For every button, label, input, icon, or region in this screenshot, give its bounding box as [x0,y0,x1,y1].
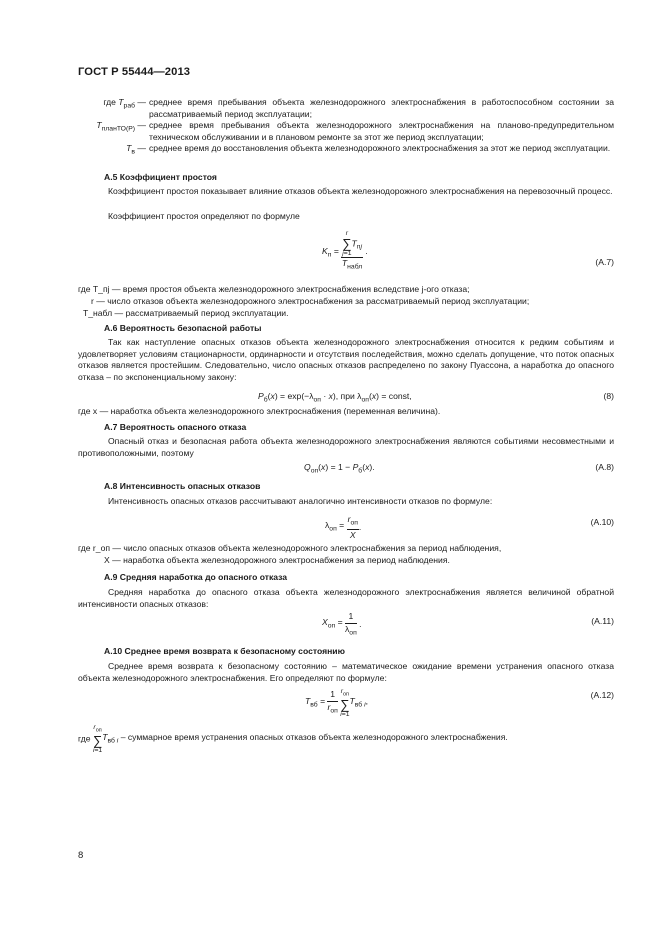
formula-a7: $K_п$ = r ∑ j=1 $T_{пj}$ $T_{набл}$ . [322,230,368,273]
definition-dash: — [137,120,146,130]
section-heading-a8: А.8 Интенсивность опасных отказов [104,481,261,491]
paragraph: Среднее время возврата к безопасному состоянию – математическое ожидание времени устранения опасного отказа объекта железнодорожного электроснабжения. Его определяют по формуле: [78,661,614,683]
equation-number: (А.12) [590,690,614,700]
definitions-block-1 [78,97,614,158]
definition-term-sub: планТО(Р) [101,125,136,133]
formula-a11: $X_{оп}$ = $\frac{1}{\lambda_{оп}}$ . [322,611,362,637]
definition-dash: — [137,143,146,153]
paragraph: Средняя наработка до опасного отказа объекта железнодорожного электроснабжения является величиной обратной интенсивности опасных отказов: [78,587,614,609]
equation-number: (А.10) [590,517,614,527]
formula-a8: $Q_{оп}(x) = 1 - P_б(x)$. [304,462,375,475]
section-heading-a5: А.5 Коэффициент простоя [104,172,217,182]
equation-number: (8) [603,391,614,401]
paragraph: Так как наступление опасных отказов объекта железнодорожного электроснабжения относится к редким событиям и удовлетворяет условиям стационарности, ординарности и отсутствия последействия, можно сделать допущение, что поток опасных отказов является простейшим. Следовательно, число опасных отказов распределено по закону Пуассона, а наработка до опасного отказа – по экспоненциальному закону: [78,337,614,382]
equation-number: (А.11) [591,616,614,626]
definition-line: r — число отказов объекта железнодорожного электроснабжения за рассматриваемый период эксплуатации; [91,296,530,306]
definition-text: среднее время пребывания объекта железнодорожного электроснабжения на планово-предупредительном техническом обслуживании и в плановом ремонте за этот же период эксплуатации; [149,120,614,142]
definition-line: где T_пj — время простоя объекта железнодорожного электроснабжения вследствие j-ого отказа; [78,284,470,294]
equation-number: (А.7) [595,257,614,267]
definition-term: T [118,97,124,107]
paragraph: Коэффициент простоя определяют по формуле [108,211,300,221]
section-heading-a6: А.6 Вероятность безопасной работы [104,323,262,333]
definition-prefix: где [103,97,119,107]
section-heading-a7: А.7 Вероятность опасного отказа [104,422,247,432]
definition-dash: — [137,97,146,107]
page-number: 8 [78,850,84,861]
definition-line: где $r_{оп}$ ∑ i=1 $T_{вб i}$ – суммарное время устранения опасных отказов объекта железнодорожного электроснабжения. [78,724,508,755]
definition-term: T [96,120,102,130]
definition-line: X — наработка объекта железнодорожного электроснабжения за период наблюдения. [104,555,450,565]
section-heading-a10: А.10 Среднее время возврата к безопасному состоянию [104,646,345,656]
formula-fraction: r ∑ j=1 $T_{пj}$ $T_{набл}$ [341,230,363,271]
definition-item [78,120,614,143]
definition-text: среднее время до восстановления объекта железнодорожного электроснабжения за этот же период эксплуатации. [149,143,611,153]
paragraph: Коэффициент простоя показывает влияние отказов объекта железнодорожного электроснабжения на перевозочный процесс. [108,186,613,196]
definition-line: где x — наработка объекта железнодорожного электроснабжения (переменная величина). [78,406,441,416]
definition-line: где r_оп — число опасных отказов объекта железнодорожного электроснабжения за период наблюдения, [78,543,502,553]
section-heading-a9: А.9 Средняя наработка до опасного отказа [104,572,288,582]
definition-term: T [126,143,132,153]
document-header: ГОСТ Р 55444—2013 [78,66,191,78]
definition-text: среднее время пребывания объекта железнодорожного электроснабжения в работоспособном состоянии за рассматриваемый период эксплуатации; [149,97,614,119]
definition-item [78,97,614,120]
formula-a10: $\lambda_{оп}$ = $\frac{r_{оп}}{X}$ . [325,514,362,541]
formula-8: $P_б(x) = \exp(-\lambda_{оп} \cdot x)$, при $\lambda_{оп}(x)$ = const, [258,391,412,404]
equation-number: (А.8) [595,462,614,472]
definition-text: – суммарное время устранения опасных отказов объекта железнодорожного электроснабжения. [120,731,508,742]
definition-term-sub: в [131,148,136,156]
paragraph: Интенсивность опасных отказов рассчитывают аналогично интенсивности отказов по формуле: [108,496,493,506]
definition-term-sub: раб [123,102,136,110]
definition-line: T_набл — рассматриваемый период эксплуатации. [83,308,289,318]
formula-a12: $T_{вб}$ = $\frac{1}{r_{оп}}$ $r_{оп}$ ∑ i=1 $T_{вб i}$, [305,688,368,719]
definition-item [78,143,614,158]
paragraph: Опасный отказ и безопасная работа объекта железнодорожного электроснабжения являются событиями несовместными и противоположными, поэтому [78,436,614,458]
